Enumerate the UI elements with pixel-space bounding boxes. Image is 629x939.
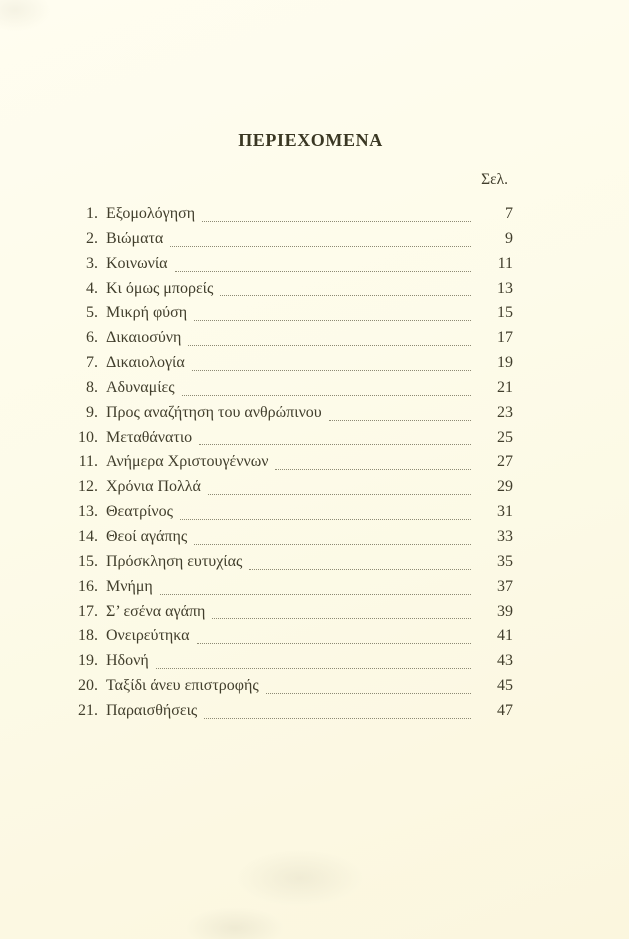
toc-entry-page: 27 [497,453,513,471]
toc-entry-number: 5. [86,304,98,322]
toc-entry-title: Σ’ εσένα αγάπη [106,602,206,620]
toc-row [62,674,513,699]
toc-row [62,326,513,351]
toc-entry-page: 13 [497,279,513,297]
toc-entry-title: Θεοί αγάπης [106,527,188,545]
toc-row [62,699,513,724]
dot-leader [188,345,471,346]
toc-entry-number: 6. [86,329,98,347]
toc-row [62,525,513,550]
toc-entry-title: Μεταθάνατιο [106,428,193,446]
dot-leader [182,395,471,396]
toc-entry-page: 21 [497,378,513,396]
toc-entry-number: 7. [86,354,98,372]
page-title: ΠΕΡΙΕΧΟΜΕΝΑ [238,130,383,150]
toc-row [62,500,513,525]
dot-leader [156,668,471,669]
toc-row [62,277,513,302]
toc-row [62,301,513,326]
toc-entry-number: 16. [78,577,98,595]
toc-entry-title: Βιώματα [106,229,164,247]
toc-entry-number: 9. [86,403,98,421]
toc-entry-page: 19 [497,354,513,372]
toc-entry-page: 9 [505,229,513,247]
toc-entry-page: 11 [497,254,513,272]
dot-leader [180,519,471,520]
toc-entry-title: Παραισθήσεις [106,701,198,719]
toc-row [62,550,513,575]
toc-entry-title: Εξομολόγηση [106,205,196,222]
page-column-header: Σελ. [481,171,508,188]
toc-entry-number: 2. [86,229,98,247]
toc-entry-number: 10. [78,428,98,446]
toc-entry-page: 7 [505,205,513,222]
toc-list [62,202,513,724]
dot-leader [249,569,471,570]
toc-row [62,426,513,451]
toc-entry-number: 3. [86,254,98,272]
toc-entry-number: 21. [78,701,98,719]
dot-leader [329,420,471,421]
toc-entry-title: Ηδονή [106,652,149,670]
dot-leader [160,594,471,595]
toc-entry-number: 4. [86,279,98,297]
toc-row [62,376,513,401]
toc-entry-page: 23 [497,403,513,421]
toc-row [62,600,513,625]
toc-entry-page: 41 [497,627,513,645]
toc-row [62,252,513,277]
toc-row [62,227,513,252]
dot-leader [194,544,471,545]
toc-entry-page: 39 [497,602,513,620]
toc-entry-page: 29 [497,478,513,496]
dot-leader [170,246,471,247]
toc-entry-title: Δικαιολογία [106,354,185,372]
dot-leader [266,693,471,694]
dot-leader [192,370,471,371]
dot-leader [275,469,471,470]
toc-entry-number: 8. [86,378,98,396]
toc-entry-title: Μνήμη [106,577,153,595]
toc-entry-title: Ονειρεύτηκα [106,627,190,645]
toc-entry-page: 35 [497,552,513,570]
toc-row [62,351,513,376]
toc-row [62,475,513,500]
dot-leader [220,295,471,296]
toc-entry-title: Κοινωνία [106,254,168,272]
dot-leader [194,320,471,321]
toc-entry-page: 15 [497,304,513,322]
toc-entry-title: Κι όμως μπορείς [106,279,214,297]
toc-row [62,450,513,475]
toc-row [62,575,513,600]
toc-entry-page: 17 [497,329,513,347]
toc-entry-title: Μικρή φύση [106,304,188,322]
toc-entry-number: 18. [78,627,98,645]
toc-entry-title: Ανήμερα Χριστουγέννων [106,453,269,471]
dot-leader [212,618,471,619]
toc-entry-title: Θεατρίνος [106,503,173,521]
toc-entry-page: 33 [497,527,513,545]
toc-entry-number: 14. [78,527,98,545]
toc-row [62,624,513,649]
dot-leader [202,221,471,222]
toc-entry-title: Δικαιοσύνη [106,329,182,347]
dot-leader [175,271,471,272]
dot-leader [197,643,471,644]
toc-entry-title: Πρόσκληση ευτυχίας [106,552,243,570]
toc-entry-number: 15. [78,552,98,570]
toc-entry-title: Προς αναζήτηση του ανθρώπινου [106,403,322,421]
toc-row [62,202,513,227]
toc-entry-title: Ταξίδι άνευ επιστροφής [106,677,259,695]
dot-leader [199,444,471,445]
toc-entry-page: 25 [497,428,513,446]
dot-leader [204,718,471,719]
toc-entry-number: 1. [86,205,98,222]
toc-entry-number: 20. [78,677,98,695]
toc-entry-page: 45 [497,677,513,695]
toc-entry-number: 11. [78,453,98,471]
dot-leader [208,494,471,495]
toc-entry-page: 31 [497,503,513,521]
toc-entry-title: Χρόνια Πολλά [106,478,201,496]
toc-entry-page: 37 [497,577,513,595]
toc-entry-page: 43 [497,652,513,670]
toc-row [62,401,513,426]
toc-entry-number: 12. [78,478,98,496]
toc-entry-number: 17. [78,602,98,620]
toc-entry-title: Αδυναμίες [106,378,175,396]
toc-entry-page: 47 [497,701,513,719]
toc-entry-number: 13. [78,503,98,521]
toc-entry-number: 19. [78,652,98,670]
toc-row [62,649,513,674]
